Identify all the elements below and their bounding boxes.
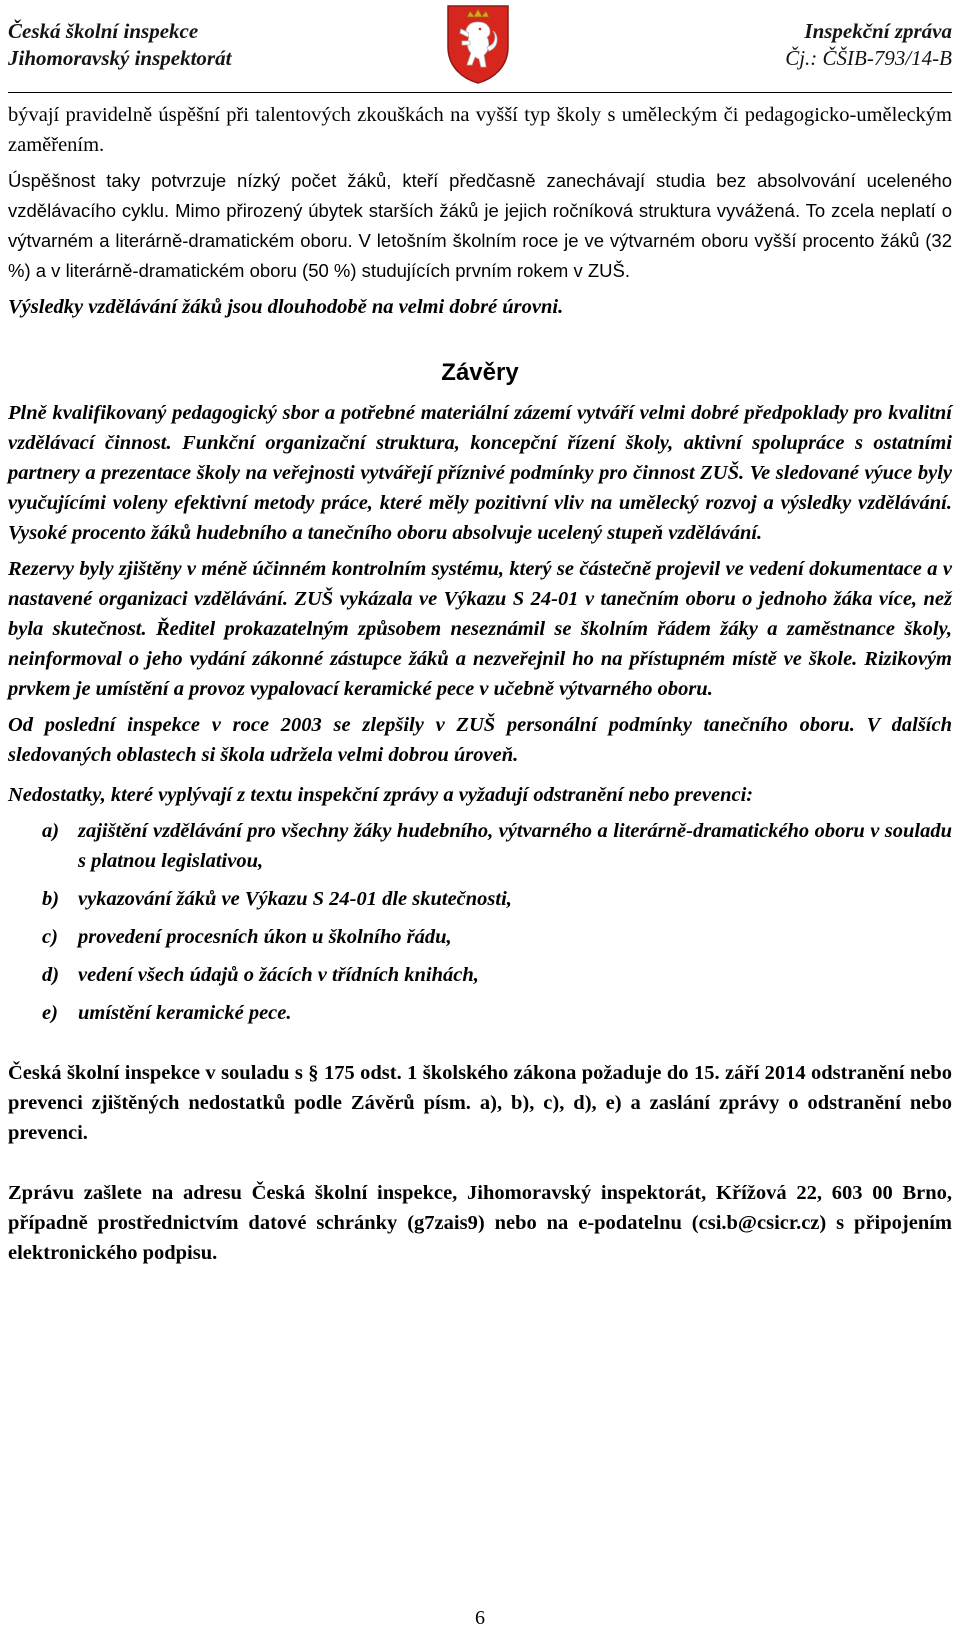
header-left <box>8 18 231 72</box>
list-item <box>8 998 952 1028</box>
section-heading-conclusions: Závěry <box>441 359 519 386</box>
paragraph-remedy-request: Česká školní inspekce v souladu s § 175 odst. 1 školského zákona požaduje do 15. září 2014 odstranění nebo prevenci zjištěných nedostatků podle Závěrů písm. a), b), c), d), e) a zaslání zprávy o odstranění nebo prevenci. <box>8 1062 952 1144</box>
list-item-text: vykazování žáků ve Výkazu S 24-01 dle skutečnosti, <box>78 888 512 910</box>
list-item <box>8 884 952 914</box>
conclusion-improvements: Od poslední inspekce v roce 2003 se zlepšily v ZUŠ personální podmínky tanečního oboru. V dalších sledovaných oblastech si škola udržela velmi dobrou úroveň. <box>8 714 952 766</box>
list-item <box>8 816 952 876</box>
list-item <box>8 960 952 990</box>
paragraph-submission-address: Zprávu zašlete na adresu Česká školní inspekce, Jihomoravský inspektorát, Křížová 22, 603 00 Brno, případně prostřednictvím datové schránky (g7zais9) nebo na e-podatelnu (csi.b@csicr.cz) s připojením elektronického podpisu. <box>8 1182 952 1264</box>
page-number: 6 <box>475 1607 485 1629</box>
czech-coat-of-arms-icon <box>445 3 511 85</box>
list-marker: b) <box>42 888 60 910</box>
header-organization: Česká školní inspekce <box>8 19 199 43</box>
conclusion-strengths: Plně kvalifikovaný pedagogický sbor a potřebné materiální zázemí vytváří velmi dobré předpoklady pro kvalitní vzdělávací činnost. Funkční organizační struktura, koncepční řízení školy, aktivní spolupráce s ostatními partnery a prezentace školy na veřejnosti vytvářejí příznivé podmínky pro činnost ZUŠ. Ve sledované výuce byly vyučujícími voleny efektivní metody práce, které měly pozitivní vliv na umělecký rozvoj a výsledky vzdělávání. Vysoké procento žáků hudebního a tanečního oboru absolvuje ucelený stupeň vzdělávání. <box>8 402 952 544</box>
list-item-text: zajištění vzdělávání pro všechny žáky hudebního, výtvarného a literárně-dramatického oboru v souladu s platnou legislativou, <box>78 820 952 872</box>
page-content <box>8 100 952 1268</box>
list-item-text: vedení všech údajů o žácích v třídních knihách, <box>78 964 479 986</box>
list-item <box>8 922 952 952</box>
paragraph-talent-exams: bývají pravidelně úspěšní při talentových zkouškách na vyšší typ školy s uměleckým či pedagogicko-uměleckým zaměřením. <box>8 104 952 156</box>
header-inspectorate: Jihomoravský inspektorát <box>8 46 232 70</box>
defects-intro: Nedostatky, které vyplývají z textu inspekční zprávy a vyžadují odstranění nebo prevenci: <box>8 784 754 806</box>
document-page <box>8 0 952 1647</box>
conclusion-reserves: Rezervy byly zjištěny v méně účinném kontrolním systému, který se částečně projevil ve vedení dokumentace a v nastavené organizaci vzdělávání. ZUŠ vykázala ve Výkazu S 24-01 v tanečním oboru o jednoho žáka více, než byla skutečnost. Ředitel prokazatelným způsobem neseznámil se školním řádem žáky a zaměstnance školy, neinformoval o jeho vydání zákonné zástupce žáků a nezveřejnil ho na přístupném místě ve škole. Rizikovým prvkem je umístění a provoz vypalovací keramické pece v učebně výtvarného oboru. <box>8 558 952 700</box>
list-item-text: umístění keramické pece. <box>78 1002 292 1024</box>
list-marker: c) <box>42 926 58 948</box>
list-marker: e) <box>42 1002 58 1024</box>
defects-list <box>8 816 952 1028</box>
page-header <box>8 0 952 93</box>
header-reference-number: Čj.: ČŠIB-793/14-B <box>785 46 952 70</box>
list-item-text: provedení procesních úkon u školního řádu, <box>78 926 452 948</box>
paragraph-results-summary: Výsledky vzdělávání žáků jsou dlouhodobě na velmi dobré úrovni. <box>8 296 564 318</box>
header-right <box>785 18 952 72</box>
list-marker: d) <box>42 964 60 986</box>
header-report-type: Inspekční zpráva <box>804 19 952 43</box>
list-marker: a) <box>42 820 60 842</box>
paragraph-success-structure: Úspěšnost taky potvrzuje nízký počet žáků, kteří předčasně zanechávají studia bez absolvování uceleného vzdělávacího cyklu. Mimo přirozený úbytek starších žáků je jejich ročníková struktura vyvážená. To zcela neplatí o výtvarném a literárně-dramatickém oboru. V letošním školním roce je ve výtvarném oboru vyšší procento žáků (32 %) a v literárně-dramatickém oboru (50 %) studujících prvním rokem v ZUŠ. <box>8 170 952 281</box>
